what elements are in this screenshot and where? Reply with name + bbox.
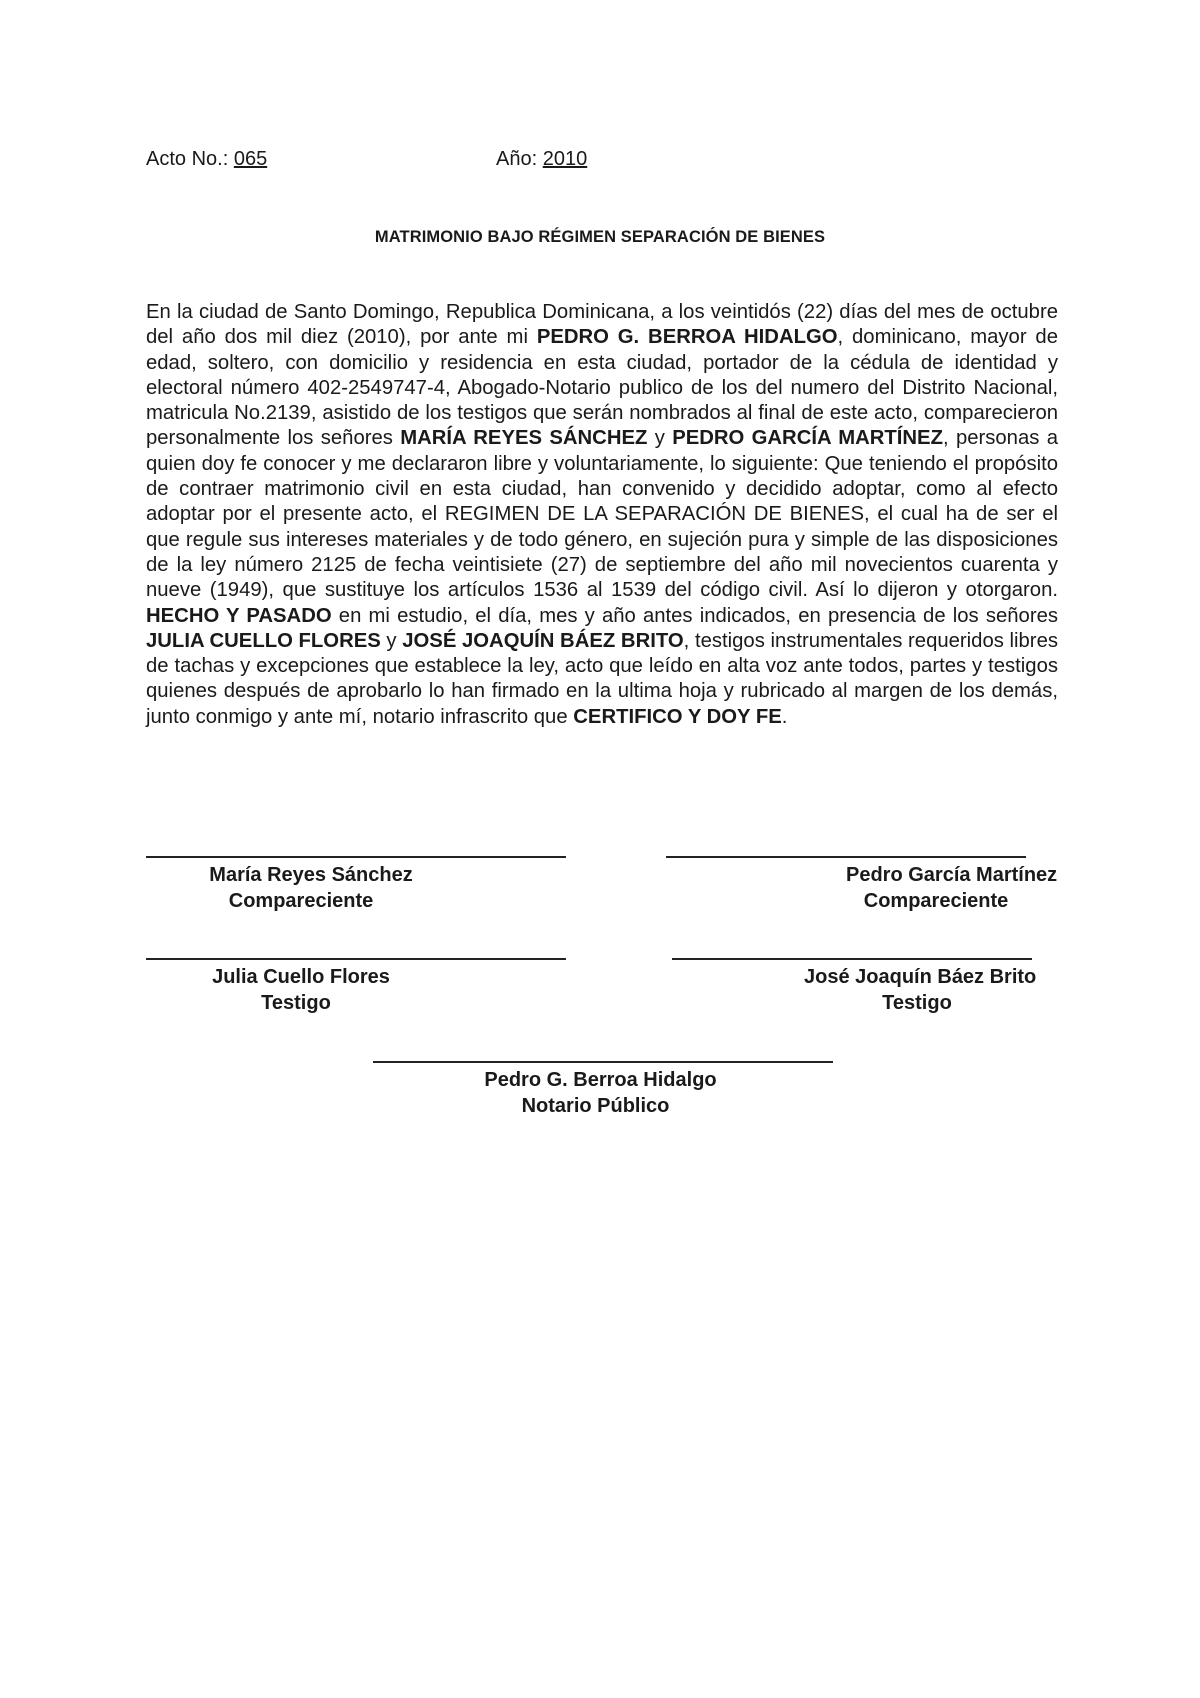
signatory-name: Pedro G. Berroa Hidalgo: [484, 1069, 717, 1091]
signatory-name: Pedro García Martínez: [846, 864, 1058, 886]
body-text-8: .: [781, 705, 788, 728]
signature-line: [146, 856, 566, 858]
ano-field: [496, 147, 725, 171]
witness-2-name-bold: JOSÉ JOAQUÍN BÁEZ BRITO: [402, 629, 684, 652]
signature-block-notario: [373, 1061, 833, 1119]
act-header: [146, 147, 725, 171]
body-text-5: en mi estudio, el día, mes y año antes indicados, en presencia de los señores: [331, 604, 1058, 627]
signatory-role: Testigo: [882, 992, 952, 1014]
party-1-name-bold: MARÍA REYES SÁNCHEZ: [400, 427, 648, 450]
acto-field: [146, 147, 496, 171]
act-body-paragraph: [146, 300, 1058, 730]
hecho-pasado-bold: HECHO Y PASADO: [146, 604, 332, 627]
signature-block-julia: [146, 958, 566, 1016]
signatory-role: Compareciente: [228, 890, 374, 912]
ano-label: Año:: [496, 148, 538, 170]
acto-number: 065: [233, 148, 268, 170]
witness-1-name-bold: JULIA CUELLO FLORES: [146, 629, 381, 652]
body-text-4: , personas a quien doy fe conocer y me declararon libre y voluntariamente, lo siguiente: Que teniendo el propósito de contraer matrimonio civil en esta ciudad, han convenido y decidido adoptar, como al efecto adoptar por el presente acto, el REGIMEN DE LA SEPARACIÓN DE BIENES, el cual ha de ser el que regule sus intereses materiales y de todo género, en sujeción pura y simple de las disposiciones de la ley número 2125 de fecha veintisiete (27) de septiembre del año mil novecientos cuarenta y nueve (1949), que sustituye los artículos 1536 al 1539 del código civil. Así lo dijeron y otorgaron.: [146, 427, 1058, 602]
signatory-name: María Reyes Sánchez: [209, 864, 413, 886]
certifico-bold: CERTIFICO Y DOY FE: [573, 705, 782, 728]
body-text-7: , testigos instrumentales requeridos libres de tachas y excepciones que establece la ley, acto que leído en alta voz ante todos, partes y testigos quienes después de aprobarlo lo han firmado en la ultima hoja y rubricado al margen de los demás, junto conmigo y ante mí, notario infrascrito que: [146, 629, 1058, 728]
signatory-role: Compareciente: [863, 890, 1009, 912]
signatory-role: Testigo: [261, 992, 331, 1014]
acto-label: Acto No.:: [146, 148, 229, 170]
signature-block-maria: [146, 856, 566, 914]
notary-name-bold: PEDRO G. BERROA HIDALGO: [536, 326, 838, 349]
signature-line: [146, 958, 566, 960]
signatory-name: José Joaquín Báez Brito: [804, 966, 1037, 988]
body-text-2: , dominicano, mayor de edad, soltero, con domicilio y residencia en esta ciudad, portador de la cédula de identidad y electoral número 402-2549747-4, Abogado-Notario publico de los del numero del Distrito Nacional, matricula No.2139, asistido de los testigos que serán nombrados al final de este acto, comparecieron personalmente los señores: [146, 326, 1058, 450]
signature-block-pedro-garcia: [666, 856, 1058, 914]
signatory-name: Julia Cuello Flores: [212, 966, 390, 988]
body-text-1: En la ciudad de Santo Domingo, Republica Dominicana, a los veintidós (22) días del mes de octubre del año dos mil diez (2010), por ante mi: [146, 301, 1058, 349]
ano-value: 2010: [542, 148, 588, 170]
signature-line: [672, 958, 1032, 960]
signature-block-jose: [672, 958, 1037, 1016]
signature-line: [666, 856, 1026, 858]
signature-line: [373, 1061, 833, 1063]
party-2-name-bold: PEDRO GARCÍA MARTÍNEZ: [672, 427, 943, 450]
document-title: MATRIMONIO BAJO RÉGIMEN SEPARACIÓN DE BIENES: [374, 228, 826, 246]
body-text-6: y: [380, 629, 403, 652]
signatory-role: Notario Público: [521, 1095, 670, 1117]
body-text-3: y: [647, 427, 673, 450]
